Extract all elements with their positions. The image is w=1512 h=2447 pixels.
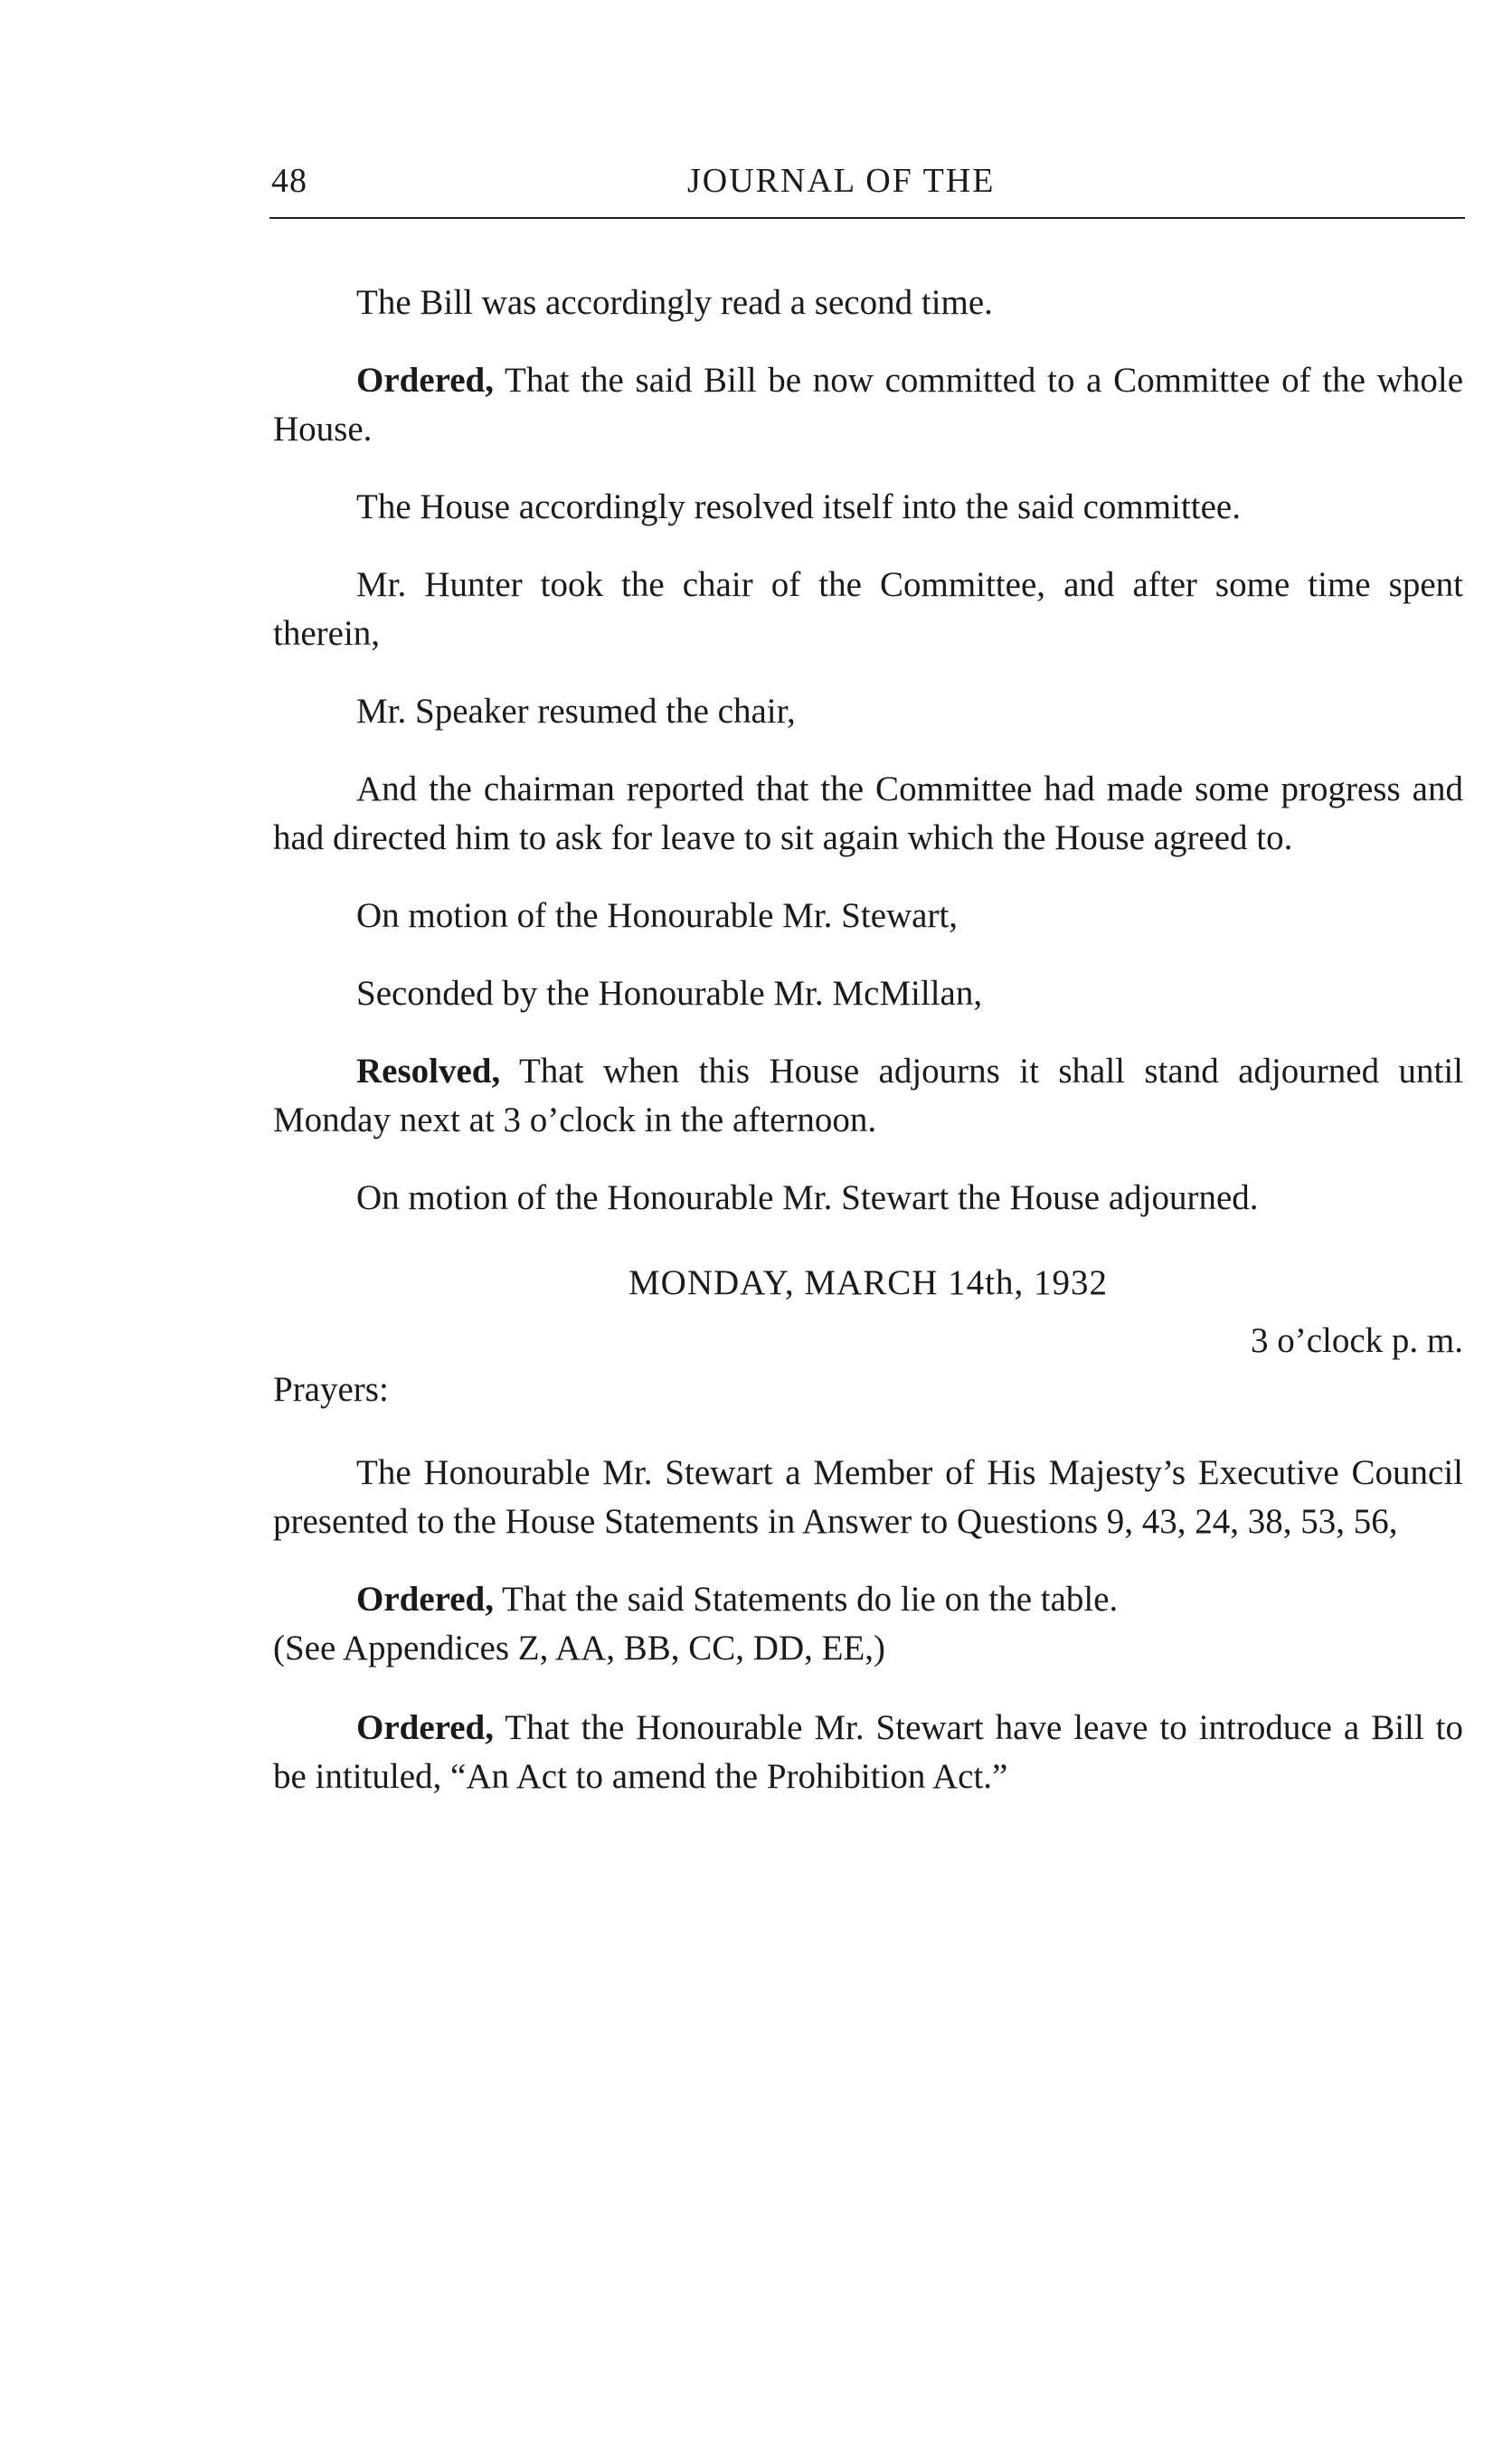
journal-body (273, 279, 1463, 1830)
running-head (271, 161, 1465, 206)
ordered-text: That the said Bill be now committed to a Committee of the whole House. (273, 361, 1463, 449)
resolved-text: That when this House adjourns it shall stand adjourned until Monday next at 3 o’clock in the afternoon. (273, 1052, 1463, 1139)
ordered-text: That the said Statements do lie on the table. (494, 1580, 1119, 1619)
paragraph-ordered-committee (273, 356, 1463, 454)
resolved-label: Resolved, (356, 1052, 501, 1091)
ordered-label: Ordered, (356, 361, 495, 400)
ordered-label: Ordered, (356, 1708, 495, 1747)
paragraph-ordered-leave-bill (273, 1704, 1463, 1801)
paragraph-house-adjourned: On motion of the Honourable Mr. Stewart the House adjourned. (356, 1178, 1259, 1217)
paragraph-speaker-resumed: Mr. Speaker resumed the chair, (356, 692, 796, 731)
paragraph-resolved-adjourn (273, 1047, 1463, 1145)
paragraph-motion-stewart: On motion of the Honourable Mr. Stewart, (356, 896, 959, 935)
sitting-date-heading: MONDAY, MARCH 14th, 1932 (628, 1263, 1108, 1302)
appendices-reference: (See Appendices Z, AA, BB, CC, DD, EE,) (273, 1629, 886, 1668)
paragraph-chairman-report: And the chairman reported that the Committee had made some progress and had directed him to ask for leave to sit again which the House agreed to. (273, 770, 1463, 857)
paragraph-hunter-chair: Mr. Hunter took the chair of the Committee, and after some time spent therein, (273, 565, 1463, 653)
ordered-label: Ordered, (356, 1580, 495, 1619)
paragraph-seconded-mcmillan: Seconded by the Honourable Mr. McMillan, (356, 974, 983, 1013)
paragraph-ordered-lie-on-table (273, 1575, 1463, 1673)
paragraph-resolved-into-committee: The House accordingly resolved itself into the said committee. (356, 487, 1241, 526)
header-rule (269, 217, 1465, 219)
prayers-label: Prayers: (273, 1370, 389, 1409)
paragraph-second-reading: The Bill was accordingly read a second time. (356, 283, 993, 322)
running-title: JOURNAL OF THE (687, 162, 996, 200)
page-number: 48 (271, 162, 307, 200)
ordered-text: That the Honourable Mr. Stewart have leave to introduce a Bill to be intituled, “An Act to amend the Prohibition Act.” (273, 1708, 1463, 1796)
paragraph-statements-presented: The Honourable Mr. Stewart a Member of His Majesty’s Executive Council presented to the House Statements in Answer to Questions 9, 43, 24, 38, 53, 56, (273, 1453, 1463, 1541)
sitting-time: 3 o’clock p. m. (1250, 1321, 1463, 1360)
